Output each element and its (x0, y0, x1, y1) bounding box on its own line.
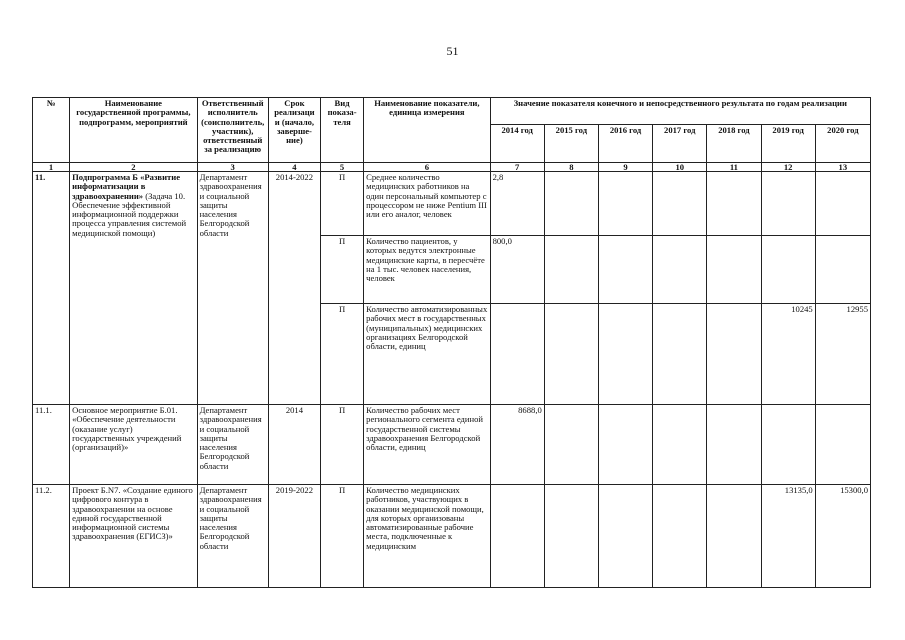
row-period: 2019-2022 (268, 485, 320, 588)
header-year: 2018 год (707, 125, 761, 163)
row-executor: Департамент здравоохранения и социальной защиты населения Белгородской области (197, 485, 268, 588)
column-number: 11 (707, 163, 761, 172)
value-cell (598, 405, 652, 485)
column-number: 2 (70, 163, 197, 172)
value-cell (707, 172, 761, 236)
table-row (33, 172, 871, 236)
header-name: Наименование государственной программы, подпрограмм, мероприятий (70, 98, 197, 163)
row-indicator-type: П (321, 405, 364, 485)
value-cell (544, 236, 598, 304)
header-year: 2016 год (598, 125, 652, 163)
header-year: 2015 год (544, 125, 598, 163)
header-year: 2019 год (761, 125, 815, 163)
value-cell (544, 172, 598, 236)
value-cell (815, 236, 870, 304)
header-values-group: Значение показателя конечного и непосредственного результата по годам реализации (490, 98, 870, 125)
value-cell (707, 236, 761, 304)
value-cell (598, 172, 652, 236)
row-indicator: Количество рабочих мест регионального сегмента единой государственной системы здравоохранения Белгородской области, единиц (364, 405, 490, 485)
row-indicator: Количество автоматизированных рабочих мест в государственных (муниципальных) медицинских организациях Белгородской области, единиц (364, 304, 490, 405)
table-row (33, 405, 871, 485)
row-indicator-type: П (321, 485, 364, 588)
value-cell: 12955 (815, 304, 870, 405)
value-cell: 15300,0 (815, 485, 870, 588)
value-cell (490, 485, 544, 588)
row-indicator-type: П (321, 236, 364, 304)
value-cell (815, 405, 870, 485)
column-number: 12 (761, 163, 815, 172)
row-executor: Департамент здравоохранения и социальной защиты населения Белгородской области (197, 172, 268, 405)
value-cell (544, 304, 598, 405)
value-cell (544, 485, 598, 588)
value-cell (653, 172, 707, 236)
row-number: 11. (33, 172, 70, 405)
column-numbers-row (33, 163, 871, 172)
value-cell (598, 236, 652, 304)
value-cell: 10245 (761, 304, 815, 405)
value-cell (761, 405, 815, 485)
header-executor: Ответственный исполнитель (соисполнитель, участник), ответственный за реализацию (197, 98, 268, 163)
row-indicator: Среднее количество медицинских работников на один персональный компьютер с процессором не ниже Pentium III или его аналог, человек (364, 172, 490, 236)
value-cell (707, 405, 761, 485)
value-cell (653, 485, 707, 588)
page-number: 51 (446, 44, 459, 58)
value-cell: 8688,0 (490, 405, 544, 485)
value-cell: 13135,0 (761, 485, 815, 588)
header-type: Вид показа-теля (321, 98, 364, 163)
row-indicator-type: П (321, 172, 364, 236)
row-indicator: Количество пациентов, у которых ведутся электронные медицинские карты, в пересчёте на 1 тыс. человек населения, человек (364, 236, 490, 304)
row-name (70, 172, 197, 405)
column-number: 1 (33, 163, 70, 172)
column-number: 9 (598, 163, 652, 172)
table-row (33, 485, 871, 588)
column-number: 10 (653, 163, 707, 172)
value-cell (815, 172, 870, 236)
header-indicator: Наименование показатели, единица измерения (364, 98, 490, 163)
row-indicator: Количество медицинских работников, участвующих в оказании медицинской помощи, для которых организованы автоматизированные рабочие места, подключенные к медицинским (364, 485, 490, 588)
row-period: 2014-2022 (268, 172, 320, 405)
column-number: 4 (268, 163, 320, 172)
indicators-table (32, 97, 871, 588)
value-cell: 800,0 (490, 236, 544, 304)
header-num: № (33, 98, 70, 163)
column-number: 7 (490, 163, 544, 172)
row-executor: Департамент здравоохранения и социальной защиты населения Белгородской области (197, 405, 268, 485)
value-cell (707, 304, 761, 405)
value-cell (653, 236, 707, 304)
value-cell (544, 405, 598, 485)
column-number: 8 (544, 163, 598, 172)
row-name: Проект Б.N7. «Создание единого цифрового контура в здравоохранении на основе единой государственной информационной системы здравоохранения (ЕГИСЗ)» (70, 485, 197, 588)
column-number: 3 (197, 163, 268, 172)
value-cell (653, 304, 707, 405)
column-number: 13 (815, 163, 870, 172)
row-number: 11.1. (33, 405, 70, 485)
value-cell (490, 304, 544, 405)
row-name: Основное мероприятие Б.01. «Обеспечение деятельности (оказание услуг) государственных учреждений (организаций)» (70, 405, 197, 485)
value-cell (761, 236, 815, 304)
column-number: 6 (364, 163, 490, 172)
row-period: 2014 (268, 405, 320, 485)
value-cell (761, 172, 815, 236)
subprogram-title: Подпрограмма Б «Развитие информатизации в здравоохранении» (72, 172, 181, 201)
header-period: Срок реализаци и (начало, заверше-ние) (268, 98, 320, 163)
value-cell (707, 485, 761, 588)
header-year: 2014 год (490, 125, 544, 163)
header-row (33, 98, 871, 125)
header-year: 2017 год (653, 125, 707, 163)
value-cell (653, 405, 707, 485)
column-number: 5 (321, 163, 364, 172)
header-year: 2020 год (815, 125, 870, 163)
value-cell (598, 304, 652, 405)
subprogram-task: (Задача 10. Обеспечение эффективной информационной поддержки процесса управления системой медицинской помощи) (72, 190, 187, 238)
row-number: 11.2. (33, 485, 70, 588)
value-cell (598, 485, 652, 588)
value-cell: 2,8 (490, 172, 544, 236)
row-indicator-type: П (321, 304, 364, 405)
